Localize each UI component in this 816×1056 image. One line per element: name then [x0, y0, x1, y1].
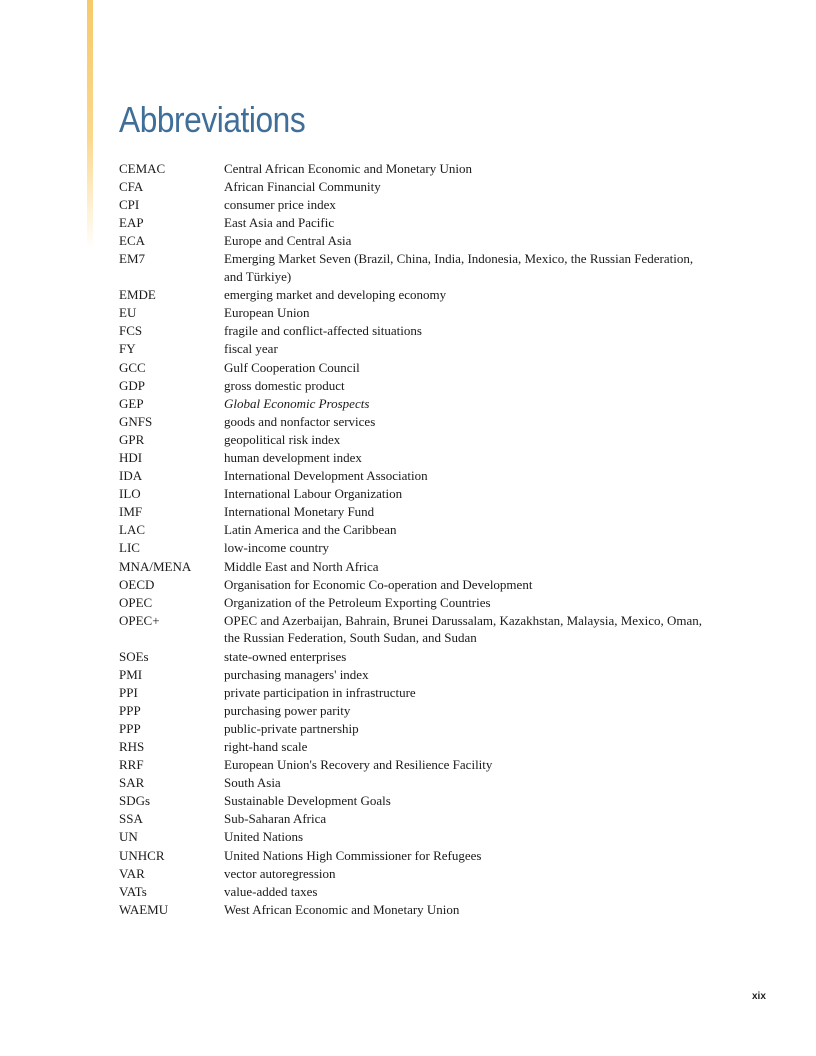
- abbreviation-row: [119, 666, 719, 684]
- abbreviation-row: [119, 883, 719, 901]
- abbreviation-row: [119, 250, 719, 285]
- abbreviation-definition: geopolitical risk index: [224, 431, 341, 447]
- abbreviation-definition: vector autoregression: [224, 865, 336, 881]
- abbreviation-definition: Sustainable Development Goals: [224, 793, 391, 809]
- abbreviation-term: HDI: [119, 450, 143, 465]
- abbreviation-row: [119, 395, 719, 413]
- abbreviation-definition: state-owned enterprises: [224, 648, 347, 664]
- abbreviation-row: [119, 467, 719, 485]
- abbreviation-definition: Sub-Saharan Africa: [224, 811, 327, 827]
- abbreviation-term: CPI: [119, 197, 140, 213]
- abbreviation-definition: Gulf Cooperation Council: [224, 359, 360, 375]
- abbreviation-definition: Central African Economic and Monetary Union: [224, 161, 473, 176]
- abbreviation-definition: African Financial Community: [224, 179, 381, 195]
- abbreviation-definition: goods and nonfactor services: [224, 413, 376, 429]
- abbreviation-definition: Emerging Market Seven (Brazil, China, India, Indonesia, Mexico, the Russian Federation, and Türkiye): [224, 251, 694, 285]
- abbreviation-definition: International Development Association: [224, 468, 428, 484]
- abbreviation-term: PPP: [119, 702, 141, 718]
- abbreviation-row: [119, 594, 719, 612]
- abbreviation-row: [119, 756, 719, 774]
- page-number: xix: [752, 991, 766, 1002]
- abbreviation-row: [119, 792, 719, 810]
- abbreviation-term: CFA: [119, 179, 144, 195]
- abbreviation-term: UNHCR: [119, 847, 165, 863]
- abbreviation-row: [119, 304, 719, 322]
- abbreviation-term: LIC: [119, 540, 140, 556]
- abbreviation-definition: Europe and Central Asia: [224, 233, 352, 249]
- abbreviation-row: [119, 232, 719, 250]
- abbreviation-term: SAR: [119, 775, 145, 791]
- abbreviation-definition: United Nations: [224, 829, 304, 845]
- abbreviation-row: [119, 702, 719, 720]
- abbreviation-term: RRF: [119, 757, 144, 773]
- abbreviation-term: GEP: [119, 395, 144, 411]
- abbreviation-definition: private participation in infrastructure: [224, 684, 416, 700]
- abbreviation-term: FCS: [119, 323, 143, 339]
- abbreviation-row: [119, 431, 719, 449]
- abbreviation-definition: International Monetary Fund: [224, 504, 375, 520]
- abbreviation-term: ILO: [119, 486, 141, 502]
- abbreviation-term: PPI: [119, 684, 138, 700]
- abbreviation-term: EMDE: [119, 287, 156, 303]
- abbreviation-list: [119, 160, 719, 919]
- abbreviation-row: [119, 648, 719, 666]
- abbreviation-row: [119, 377, 719, 395]
- abbreviation-term: GCC: [119, 359, 146, 375]
- abbreviation-row: [119, 196, 719, 214]
- abbreviation-definition: fiscal year: [224, 341, 278, 357]
- abbreviation-term: MNA/MENA: [119, 558, 192, 574]
- abbreviation-term: SSA: [119, 811, 143, 827]
- abbreviation-term: EM7: [119, 251, 145, 267]
- abbreviation-term: FY: [119, 341, 136, 357]
- abbreviation-definition: Organization of the Petroleum Exporting Countries: [224, 594, 491, 610]
- abbreviation-definition: low-income country: [224, 540, 330, 556]
- decorative-accent-bar: [87, 0, 93, 250]
- abbreviation-term: RHS: [119, 739, 145, 754]
- abbreviation-definition: Organisation for Economic Co-operation and Development: [224, 576, 533, 592]
- abbreviation-row: [119, 340, 719, 358]
- abbreviation-term: IDA: [119, 468, 143, 484]
- abbreviation-row: [119, 160, 719, 178]
- abbreviation-term: OECD: [119, 576, 155, 592]
- abbreviation-definition: gross domestic product: [224, 377, 345, 393]
- abbreviation-term: PPP: [119, 720, 141, 736]
- abbreviation-definition: purchasing power parity: [224, 702, 351, 718]
- abbreviation-term: VAR: [119, 865, 145, 881]
- abbreviation-row: [119, 847, 719, 865]
- abbreviation-definition: Latin America and the Caribbean: [224, 522, 397, 538]
- abbreviation-definition: emerging market and developing economy: [224, 287, 447, 303]
- abbreviation-row: [119, 720, 719, 738]
- abbreviation-term: IMF: [119, 504, 143, 520]
- abbreviation-term: LAC: [119, 522, 145, 538]
- abbreviation-row: [119, 901, 719, 919]
- abbreviation-row: [119, 576, 719, 594]
- abbreviation-row: [119, 485, 719, 503]
- abbreviation-term: UN: [119, 829, 138, 845]
- abbreviation-row: [119, 286, 719, 304]
- abbreviation-row: [119, 738, 719, 756]
- abbreviation-definition: right-hand scale: [224, 739, 308, 754]
- abbreviation-definition: consumer price index: [224, 197, 336, 213]
- abbreviation-row: [119, 865, 719, 883]
- abbreviation-row: [119, 178, 719, 196]
- abbreviation-row: [119, 774, 719, 792]
- abbreviation-term: GNFS: [119, 413, 153, 429]
- page-title: Abbreviations: [119, 99, 306, 140]
- abbreviation-term: PMI: [119, 666, 143, 682]
- abbreviation-row: [119, 828, 719, 846]
- abbreviation-definition: European Union's Recovery and Resilience Facility: [224, 757, 493, 773]
- abbreviation-row: [119, 521, 719, 539]
- abbreviation-term: ECA: [119, 233, 145, 249]
- abbreviation-term: EU: [119, 305, 137, 321]
- abbreviation-term: CEMAC: [119, 161, 166, 176]
- abbreviation-definition: purchasing managers' index: [224, 666, 369, 682]
- abbreviation-definition: United Nations High Commissioner for Refugees: [224, 847, 482, 863]
- abbreviation-term: SOEs: [119, 648, 149, 664]
- abbreviation-definition: Middle East and North Africa: [224, 558, 379, 574]
- abbreviation-term: EAP: [119, 215, 144, 231]
- abbreviation-row: [119, 413, 719, 431]
- abbreviation-row: [119, 322, 719, 340]
- abbreviation-row: [119, 684, 719, 702]
- abbreviation-row: [119, 214, 719, 232]
- abbreviation-definition: value-added taxes: [224, 883, 318, 899]
- abbreviation-row: [119, 810, 719, 828]
- abbreviation-definition: fragile and conflict-affected situations: [224, 323, 422, 339]
- abbreviation-term: GPR: [119, 431, 145, 447]
- abbreviation-definition: East Asia and Pacific: [224, 215, 335, 231]
- abbreviation-term: OPEC+: [119, 612, 160, 628]
- abbreviation-definition: South Asia: [224, 775, 281, 791]
- abbreviation-term: OPEC: [119, 594, 153, 610]
- abbreviation-definition: European Union: [224, 305, 310, 321]
- abbreviation-term: GDP: [119, 377, 146, 393]
- abbreviation-row: [119, 449, 719, 467]
- abbreviation-definition: West African Economic and Monetary Union: [224, 901, 460, 917]
- abbreviation-row: [119, 359, 719, 377]
- abbreviation-row: [119, 558, 719, 576]
- abbreviation-definition: Global Economic Prospects: [224, 395, 370, 411]
- abbreviation-term: VATs: [119, 883, 147, 899]
- abbreviation-row: [119, 612, 719, 647]
- abbreviation-term: WAEMU: [119, 901, 169, 917]
- abbreviation-row: [119, 539, 719, 557]
- abbreviation-term: SDGs: [119, 793, 151, 809]
- abbreviation-definition: International Labour Organization: [224, 486, 403, 502]
- abbreviation-definition: public-private partnership: [224, 720, 359, 736]
- abbreviation-definition: OPEC and Azerbaijan, Bahrain, Brunei Darussalam, Kazakhstan, Malaysia, Mexico, Oman, the Russian Federation, South Sudan, and Sudan: [224, 612, 702, 646]
- abbreviation-definition: human development index: [224, 450, 362, 465]
- abbreviation-row: [119, 503, 719, 521]
